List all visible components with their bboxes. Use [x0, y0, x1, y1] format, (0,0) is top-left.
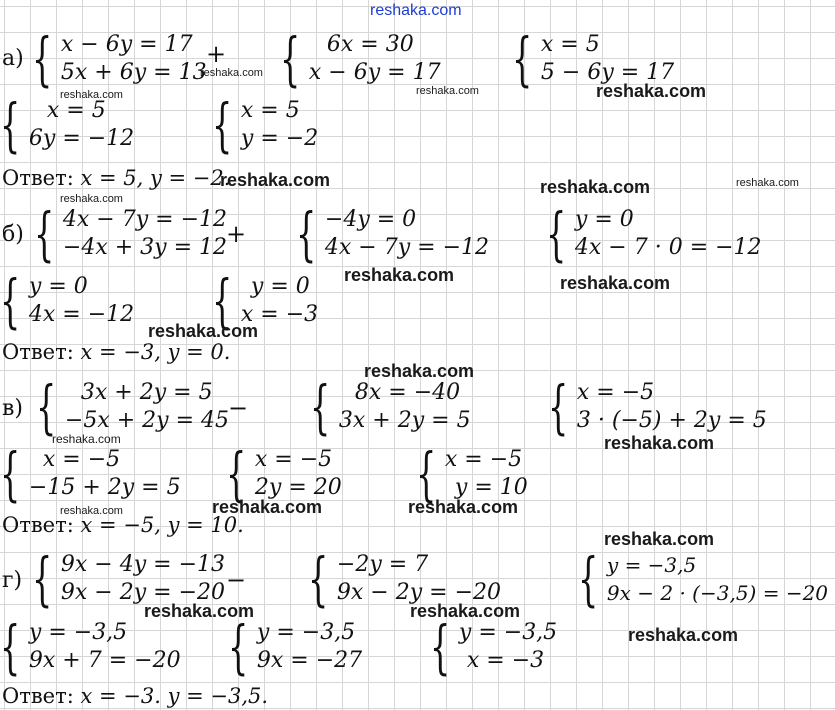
part-b-system-2 [296, 200, 490, 268]
equation: y = 10 [454, 475, 528, 500]
answer-value: x = −3. y = −3,5. [80, 684, 269, 708]
equation: 5 − 6y = 17 [540, 60, 675, 85]
part-a-system-1 [32, 25, 207, 93]
part-a-operator: + [206, 40, 227, 68]
equation: 4x = −12 [28, 302, 135, 327]
part-a-label: а) [2, 46, 24, 71]
answer-word: Ответ: [2, 684, 74, 708]
watermark: reshaka.com [408, 497, 519, 517]
part-a-system-5 [212, 91, 319, 159]
part-b-answer [2, 342, 230, 363]
brace-icon: { [430, 613, 451, 681]
part-g-system-6 [430, 613, 558, 681]
part-g-system-4 [0, 613, 181, 681]
equation: 9x − 2y = −20 [336, 580, 502, 605]
watermark: reshaka.com [144, 601, 255, 621]
equation: 3 · (−5) + 2y = 5 [576, 408, 767, 433]
part-g-system-5 [228, 613, 363, 681]
watermark: reshaka.com [596, 81, 707, 101]
equation: 6y = −12 [28, 126, 135, 151]
part-b-label: б) [2, 222, 24, 247]
answer-value: x = −5, y = 10. [80, 513, 244, 537]
part-g-system-1 [32, 545, 226, 613]
equation: y = 0 [28, 274, 88, 299]
brace-icon: { [578, 545, 599, 613]
equation: y = 0 [574, 207, 634, 232]
part-g-system-3 [578, 545, 829, 613]
watermark: reshaka.com [200, 67, 263, 79]
brace-icon: { [308, 545, 329, 613]
watermark: reshaka.com [364, 361, 475, 381]
equation: 9x − 2y = −20 [60, 580, 226, 605]
brace-icon: { [512, 25, 533, 93]
brace-icon: { [212, 91, 233, 159]
brace-icon: { [32, 545, 53, 613]
equation: 6x = 30 [326, 32, 414, 57]
equation: x = −5 [42, 447, 121, 472]
equation: y = −3,5 [256, 620, 356, 645]
part-v-system-5 [226, 440, 342, 508]
answer-word: Ответ: [2, 513, 74, 537]
answer-value: x = 5, y = −2. [80, 166, 231, 190]
part-g-system-2 [308, 545, 502, 613]
watermark: reshaka.com [220, 170, 331, 190]
watermark: reshaka.com [560, 273, 671, 293]
equation: −4x + 3y = 12 [62, 235, 228, 260]
equation: 2y = 20 [254, 475, 342, 500]
equation: x = −3 [240, 302, 319, 327]
equation: y = 0 [250, 274, 310, 299]
equation: 4x − 7y = −12 [324, 235, 490, 260]
brace-icon: { [0, 440, 21, 508]
part-v-answer [2, 515, 244, 536]
brace-icon: { [212, 267, 233, 335]
watermark: reshaka.com [540, 177, 651, 197]
equation: y = −3,5 [28, 620, 128, 645]
brace-icon: { [0, 91, 21, 159]
brace-icon: { [0, 613, 21, 681]
part-g-label: г) [2, 568, 23, 593]
equation: 5x + 6y = 13 [60, 60, 207, 85]
part-b-system-3 [546, 200, 762, 268]
watermark: reshaka.com [416, 85, 479, 97]
answer-word: Ответ: [2, 340, 74, 364]
equation: 9x + 7 = −20 [28, 648, 181, 673]
part-v-operator: − [228, 394, 249, 422]
equation: y = −3,5 [458, 620, 558, 645]
part-a-system-3 [512, 25, 675, 93]
brace-icon: { [34, 200, 55, 268]
part-v-system-2 [310, 373, 471, 441]
brace-icon: { [546, 200, 567, 268]
equation: 3x + 2y = 5 [338, 408, 471, 433]
part-a-answer [2, 168, 230, 189]
equation: 4x − 7 · 0 = −12 [574, 235, 762, 260]
watermark: reshaka.com [604, 433, 715, 453]
equation: −2y = 7 [336, 552, 429, 577]
brace-icon: { [416, 440, 437, 508]
part-v-system-3 [548, 373, 767, 441]
watermark: reshaka.com [344, 265, 455, 285]
equation: 3x + 2y = 5 [80, 380, 213, 405]
watermark: reshaka.com [628, 625, 739, 645]
equation: 4x − 7y = −12 [62, 207, 228, 232]
answer-word: Ответ: [2, 166, 74, 190]
brace-icon: { [228, 613, 249, 681]
part-v-label: в) [2, 396, 23, 421]
brace-icon: { [226, 440, 247, 508]
equation: −15 + 2y = 5 [28, 475, 181, 500]
equation: x = −5 [444, 447, 523, 472]
equation: 9x = −27 [256, 648, 363, 673]
watermark: reshaka.com [148, 321, 259, 341]
part-b-system-4 [0, 267, 135, 335]
part-a-system-2 [280, 25, 441, 93]
equation: y = −3,5 [606, 553, 697, 577]
watermark: reshaka.com [212, 497, 323, 517]
part-v-system-4 [0, 440, 181, 508]
equation: 9x − 2 · (−3,5) = −20 [606, 581, 829, 605]
equation: 9x − 4y = −13 [60, 552, 226, 577]
header-watermark: reshaka.com [370, 2, 462, 19]
watermark: reshaka.com [60, 193, 123, 205]
equation: x − 6y = 17 [60, 32, 193, 57]
watermark: reshaka.com [604, 529, 715, 549]
brace-icon: { [296, 200, 317, 268]
equation: y = −2 [240, 126, 319, 151]
equation: −4y = 0 [324, 207, 417, 232]
brace-icon: { [310, 373, 331, 441]
watermark: reshaka.com [736, 177, 799, 189]
part-b-system-1 [34, 200, 228, 268]
answer-value: x = −3, y = 0. [80, 340, 231, 364]
brace-icon: { [280, 25, 301, 93]
part-b-operator: + [226, 220, 247, 248]
watermark: reshaka.com [52, 432, 121, 446]
equation: x = −3 [466, 648, 545, 673]
equation: −5x + 2y = 45 [64, 408, 230, 433]
brace-icon: { [36, 373, 57, 441]
watermark: reshaka.com [60, 505, 123, 517]
equation: x = −5 [254, 447, 333, 472]
part-g-answer [2, 686, 268, 707]
brace-icon: { [0, 267, 21, 335]
equation: x = −5 [576, 380, 655, 405]
brace-icon: { [32, 25, 53, 93]
watermark: reshaka.com [410, 601, 521, 621]
equation: x − 6y = 17 [308, 60, 441, 85]
brace-icon: { [548, 373, 569, 441]
equation: x = 5 [240, 98, 300, 123]
equation: 8x = −40 [354, 380, 461, 405]
part-g-operator: − [226, 566, 247, 594]
equation: x = 5 [540, 32, 600, 57]
watermark: reshaka.com [60, 89, 123, 101]
equation: x = 5 [46, 98, 106, 123]
